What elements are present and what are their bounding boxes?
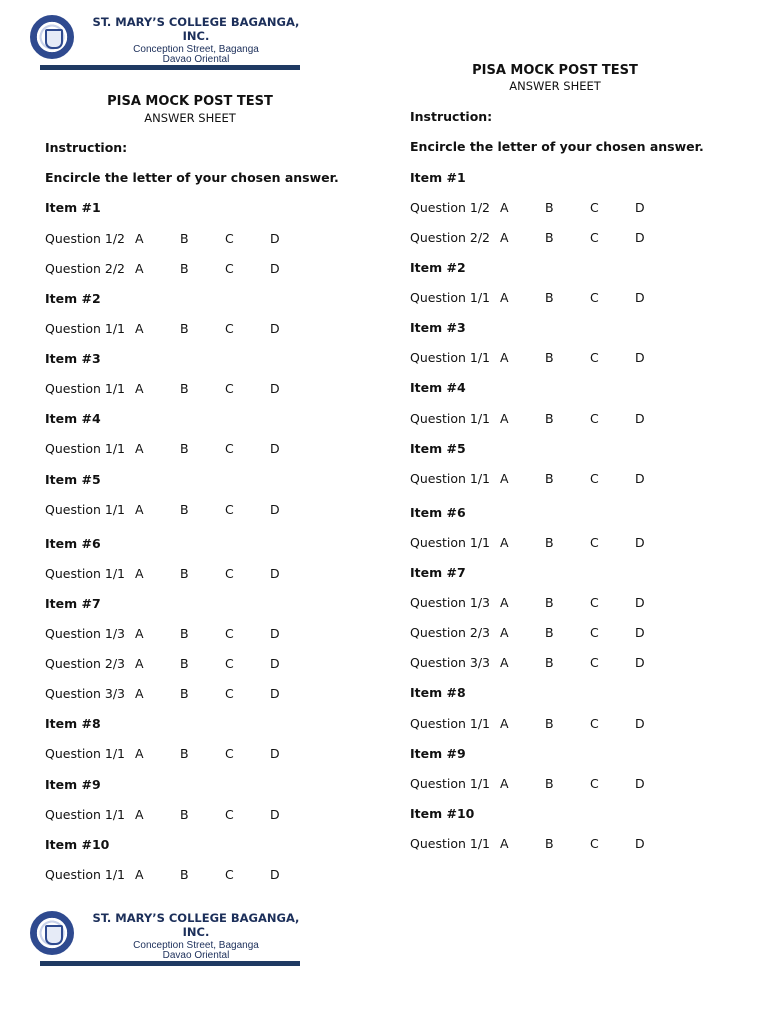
choice-a[interactable]: A <box>500 716 509 731</box>
left-instruction-text: Encircle the letter of your chosen answer. <box>45 170 339 185</box>
question-label: Question 3/3 <box>410 655 490 670</box>
choice-a[interactable]: A <box>500 471 509 486</box>
question-label: Question 2/3 <box>45 656 125 671</box>
left-instruction-label: Instruction: <box>45 140 128 155</box>
item-heading: Item #10 <box>410 806 475 821</box>
choice-b[interactable]: B <box>545 625 554 640</box>
question-label: Question 1/1 <box>410 471 490 486</box>
left-sheet-subtitle: ANSWER SHEET <box>144 111 236 125</box>
choice-b[interactable]: B <box>545 655 554 670</box>
question-label: Question 1/1 <box>410 535 490 550</box>
item-heading: Item #5 <box>410 441 466 456</box>
item-heading: Item #6 <box>410 505 466 520</box>
choice-c[interactable]: C <box>590 625 599 640</box>
question-label: Question 1/3 <box>45 626 125 641</box>
choice-c[interactable]: C <box>590 200 599 215</box>
item-heading: Item #1 <box>45 200 101 215</box>
choice-d[interactable]: D <box>270 502 280 517</box>
choice-b[interactable]: B <box>545 776 554 791</box>
choice-a[interactable]: A <box>500 776 509 791</box>
item-heading: Item #9 <box>45 777 101 792</box>
choice-a[interactable]: A <box>500 625 509 640</box>
choice-d[interactable]: D <box>270 231 280 246</box>
address-line-1: Conception Street, Baganga <box>133 45 259 55</box>
question-label: Question 1/1 <box>45 441 125 456</box>
choice-d[interactable]: D <box>270 686 280 701</box>
choice-d[interactable]: D <box>270 626 280 641</box>
choice-a[interactable]: A <box>135 566 144 581</box>
item-heading: Item #6 <box>45 536 101 551</box>
choice-a[interactable]: A <box>135 807 144 822</box>
choice-d[interactable]: D <box>635 200 645 215</box>
choice-a[interactable]: A <box>500 200 509 215</box>
choice-b[interactable]: B <box>545 716 554 731</box>
right-instruction-text: Encircle the letter of your chosen answer. <box>410 139 704 154</box>
choice-c[interactable]: C <box>225 807 234 822</box>
choice-d[interactable]: D <box>635 535 645 550</box>
question-label: Question 2/2 <box>410 230 490 245</box>
choice-b[interactable]: B <box>180 686 189 701</box>
choice-a[interactable]: A <box>500 290 509 305</box>
choice-b[interactable]: B <box>545 411 554 426</box>
choice-a[interactable]: A <box>500 230 509 245</box>
header-divider <box>40 961 300 966</box>
right-instruction-label: Instruction: <box>410 109 493 124</box>
choice-d[interactable]: D <box>270 656 280 671</box>
choice-c[interactable]: C <box>225 502 234 517</box>
school-seal-icon <box>30 15 74 59</box>
choice-b[interactable]: B <box>545 535 554 550</box>
choice-d[interactable]: D <box>635 350 645 365</box>
left-sheet-title: PISA MOCK POST TEST <box>107 94 273 109</box>
item-heading: Item #9 <box>410 746 466 761</box>
choice-b[interactable]: B <box>180 656 189 671</box>
question-label: Question 1/1 <box>45 321 125 336</box>
choice-b[interactable]: B <box>545 200 554 215</box>
choice-d[interactable]: D <box>635 655 645 670</box>
choice-c[interactable]: C <box>590 595 599 610</box>
choice-d[interactable]: D <box>635 836 645 851</box>
choice-b[interactable]: B <box>180 231 189 246</box>
question-label: Question 1/1 <box>45 746 125 761</box>
choice-d[interactable]: D <box>635 471 645 486</box>
choice-a[interactable]: A <box>135 441 144 456</box>
choice-a[interactable]: A <box>500 350 509 365</box>
choice-c[interactable]: C <box>225 231 234 246</box>
choice-b[interactable]: B <box>180 807 189 822</box>
school-name: ST. MARY’S COLLEGE BAGANGA, INC. <box>92 911 300 939</box>
item-heading: Item #3 <box>45 351 101 366</box>
choice-b[interactable]: B <box>545 290 554 305</box>
item-heading: Item #3 <box>410 320 466 335</box>
choice-b[interactable]: B <box>180 746 189 761</box>
choice-d[interactable]: D <box>270 566 280 581</box>
choice-d[interactable]: D <box>635 716 645 731</box>
choice-b[interactable]: B <box>180 867 189 882</box>
choice-a[interactable]: A <box>135 656 144 671</box>
choice-b[interactable]: B <box>180 261 189 276</box>
choice-d[interactable]: D <box>635 290 645 305</box>
choice-b[interactable]: B <box>180 566 189 581</box>
school-address <box>82 941 310 959</box>
school-header-top <box>30 15 302 75</box>
question-label: Question 3/3 <box>45 686 125 701</box>
item-heading: Item #2 <box>410 260 466 275</box>
choice-a[interactable]: A <box>500 535 509 550</box>
choice-b[interactable]: B <box>180 502 189 517</box>
choice-c[interactable]: C <box>590 230 599 245</box>
choice-d[interactable]: D <box>635 595 645 610</box>
choice-c[interactable]: C <box>225 626 234 641</box>
choice-b[interactable]: B <box>545 595 554 610</box>
question-label: Question 1/1 <box>410 350 490 365</box>
school-name: ST. MARY’S COLLEGE BAGANGA, INC. <box>92 15 300 43</box>
question-label: Question 1/1 <box>410 836 490 851</box>
item-heading: Item #7 <box>45 596 101 611</box>
choice-d[interactable]: D <box>635 411 645 426</box>
item-heading: Item #10 <box>45 837 110 852</box>
choice-c[interactable]: C <box>225 381 234 396</box>
choice-a[interactable]: A <box>500 836 509 851</box>
choice-c[interactable]: C <box>225 441 234 456</box>
choice-c[interactable]: C <box>225 867 234 882</box>
choice-d[interactable]: D <box>635 625 645 640</box>
choice-c[interactable]: C <box>590 655 599 670</box>
choice-c[interactable]: C <box>225 566 234 581</box>
choice-c[interactable]: C <box>590 290 599 305</box>
choice-c[interactable]: C <box>225 686 234 701</box>
choice-d[interactable]: D <box>270 321 280 336</box>
choice-d[interactable]: D <box>270 746 280 761</box>
question-label: Question 2/2 <box>45 261 125 276</box>
choice-d[interactable]: D <box>635 230 645 245</box>
right-sheet-subtitle: ANSWER SHEET <box>509 79 601 93</box>
choice-d[interactable]: D <box>635 776 645 791</box>
item-heading: Item #8 <box>45 716 101 731</box>
choice-c[interactable]: C <box>590 776 599 791</box>
item-heading: Item #4 <box>45 411 101 426</box>
choice-a[interactable]: A <box>135 261 144 276</box>
question-label: Question 1/2 <box>45 231 125 246</box>
choice-c[interactable]: C <box>590 350 599 365</box>
item-heading: Item #4 <box>410 380 466 395</box>
choice-b[interactable]: B <box>180 381 189 396</box>
question-label: Question 1/1 <box>410 776 490 791</box>
question-label: Question 1/1 <box>410 411 490 426</box>
choice-b[interactable]: B <box>180 441 189 456</box>
question-label: Question 1/1 <box>410 290 490 305</box>
question-label: Question 1/1 <box>410 716 490 731</box>
question-label: Question 1/1 <box>45 807 125 822</box>
item-heading: Item #2 <box>45 291 101 306</box>
choice-c[interactable]: C <box>590 836 599 851</box>
school-address <box>82 45 310 63</box>
question-label: Question 1/1 <box>45 502 125 517</box>
choice-c[interactable]: C <box>225 746 234 761</box>
choice-a[interactable]: A <box>135 381 144 396</box>
choice-c[interactable]: C <box>590 535 599 550</box>
choice-b[interactable]: B <box>545 471 554 486</box>
question-label: Question 1/2 <box>410 200 490 215</box>
choice-b[interactable]: B <box>180 321 189 336</box>
school-header-bottom <box>30 911 302 971</box>
item-heading: Item #8 <box>410 685 466 700</box>
choice-a[interactable]: A <box>500 595 509 610</box>
address-line-2: Davao Oriental <box>162 54 230 63</box>
choice-c[interactable]: C <box>225 321 234 336</box>
choice-a[interactable]: A <box>135 502 144 517</box>
choice-d[interactable]: D <box>270 807 280 822</box>
choice-a[interactable]: A <box>135 867 144 882</box>
question-label: Question 1/1 <box>45 566 125 581</box>
choice-b[interactable]: B <box>180 626 189 641</box>
choice-c[interactable]: C <box>590 716 599 731</box>
choice-d[interactable]: D <box>270 381 280 396</box>
address-line-2: Davao Oriental <box>162 950 230 959</box>
choice-b[interactable]: B <box>545 230 554 245</box>
choice-c[interactable]: C <box>590 471 599 486</box>
question-label: Question 2/3 <box>410 625 490 640</box>
right-sheet-title: PISA MOCK POST TEST <box>472 63 638 78</box>
address-line-1: Conception Street, Baganga <box>133 941 259 951</box>
choice-b[interactable]: B <box>545 836 554 851</box>
choice-a[interactable]: A <box>135 746 144 761</box>
choice-d[interactable]: D <box>270 867 280 882</box>
choice-c[interactable]: C <box>225 261 234 276</box>
question-label: Question 1/1 <box>45 867 125 882</box>
item-heading: Item #7 <box>410 565 466 580</box>
choice-a[interactable]: A <box>135 231 144 246</box>
item-heading: Item #5 <box>45 472 101 487</box>
choice-a[interactable]: A <box>135 686 144 701</box>
choice-b[interactable]: B <box>545 350 554 365</box>
choice-d[interactable]: D <box>270 261 280 276</box>
question-label: Question 1/3 <box>410 595 490 610</box>
choice-d[interactable]: D <box>270 441 280 456</box>
school-seal-icon <box>30 911 74 955</box>
choice-a[interactable]: A <box>135 626 144 641</box>
choice-c[interactable]: C <box>225 656 234 671</box>
choice-c[interactable]: C <box>590 411 599 426</box>
item-heading: Item #1 <box>410 170 466 185</box>
header-divider <box>40 65 300 70</box>
choice-a[interactable]: A <box>135 321 144 336</box>
choice-a[interactable]: A <box>500 411 509 426</box>
question-label: Question 1/1 <box>45 381 125 396</box>
choice-a[interactable]: A <box>500 655 509 670</box>
